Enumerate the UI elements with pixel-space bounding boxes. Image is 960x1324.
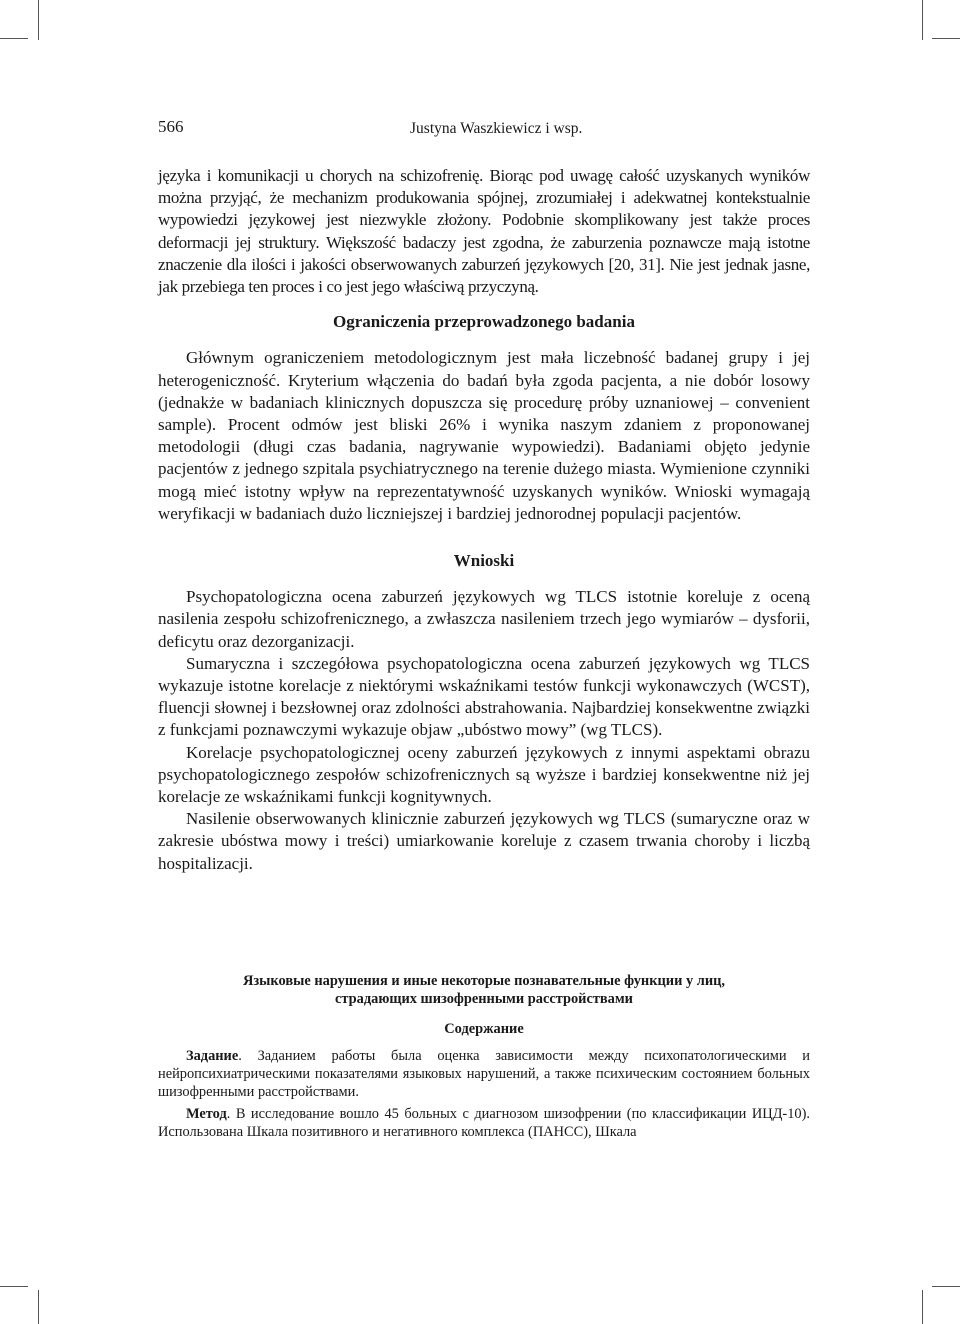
crop-mark-top-right-h [932, 38, 960, 39]
running-head: Justyna Waszkiewicz i wsp. [410, 120, 583, 137]
crop-mark-top-left-v [38, 0, 39, 40]
russian-title [158, 972, 810, 1008]
crop-mark-bottom-right-v [922, 1290, 923, 1324]
russian-summary-heading: Содержание [444, 1021, 524, 1037]
limitations-paragraph: Głównym ograniczeniem metodologicznym jest mała liczebność badanej grupy i jej heterogeniczność. Kryterium włączenia do badań była zgoda pacjenta, a nie dobór losowy (jednakże w badaniach klinicznych dopuszcza się procedurę próby uznaniowej – convenient sample). Procent odmów jest bliski 26% i wynika naszym zdaniem z proponowanej metodologii (długi czas badania, nagrywanie wypowiedzi). Badaniami objęto jedynie pacjentów z jednego szpitala psychiatrycznego na terenie dużego miasta. Wymienione czynniki mogą mieć istotny wpływ na reprezentatywność uzyskanych wyników. Wnioski wymagają weryfikacji w badaniach dużo liczniejszej i bardziej jednorodnej populacji pacjentów. [158, 348, 810, 523]
russian-aim-paragraph [158, 1047, 810, 1101]
crop-mark-top-left-h [0, 38, 28, 39]
conclusion-paragraph: Nasilenie obserwowanych klinicznie zaburzeń językowych wg TLCS (sumaryczne oraz w zakresie ubóstwa mowy i treści) umiarkowanie koreluje z czasem trwania choroby i liczbą hospitalizacji. [158, 809, 810, 873]
body-text [158, 165, 810, 875]
russian-method-paragraph [158, 1105, 810, 1141]
crop-mark-bottom-left-h [0, 1286, 28, 1287]
conclusion-paragraph: Korelacje psychopatologicznej oceny zaburzeń językowych z innymi aspektami obrazu psychopatologicznego zespołów schizofrenicznych są wyższe i bardziej konsekwentne niż jej korelacje ze wskaźnikami funkcji kognitywnych. [158, 742, 810, 807]
russian-title-line: страдающих шизофренными расстройствами [335, 991, 633, 1007]
intro-paragraph: języka i komunikacji u chorych na schizofrenię. Biorąc pod uwagę całość uzyskanych wyników można przyjąć, że mechanizm produkowania spójnej, zrozumiałej i adekwatnej kontekstualnie wypowiedzi językowej jest niezwykle złożony. Podobnie skomplikowany jest także proces deformacji jej struktury. Większość badaczy jest zgodna, że zaburzenia poznawcze mają istotne znaczenie dla ilości i jakości obserwowanych zaburzeń językowych [20, 31]. Nie jest jednak jasne, jak przebiega ten proces i co jest jego właściwą przyczyną. [158, 166, 810, 297]
conclusion-paragraph: Psychopatologiczna ocena zaburzeń językowych wg TLCS istotnie koreluje z oceną nasilenia zespołu schizofrenicznego, a zwłaszcza nasileniem trzech jego wymiarów – dysforii, deficytu oraz dezorganizacji. [158, 587, 810, 651]
crop-mark-top-right-v [922, 0, 923, 40]
limitations-heading: Ograniczenia przeprowadzonego badania [333, 312, 635, 332]
method-label: Метод [186, 1106, 227, 1122]
aim-text: . Заданием работы была оценка зависимости между психопатологическими и нейропсихиатрическими показателями языковых нарушений, а также психическим состоянием больных шизофренными расстройствами. [158, 1048, 810, 1100]
crop-mark-bottom-left-v [38, 1290, 39, 1324]
crop-mark-bottom-right-h [932, 1286, 960, 1287]
aim-label: Задание [186, 1048, 239, 1064]
conclusion-paragraph: Sumaryczna i szczegółowa psychopatologiczna ocena zaburzeń językowych wg TLCS wykazuje istotne korelacje z niektórymi wskaźnikami testów funkcji wykonawczych (WCST), fluencji słownej i bezsłownej oraz zdolności abstrahowania. Najbardziej konsekwentne związki z funkcjami poznawczymi wykazuje objaw „ubóstwo mowy” (wg TLCS). [158, 653, 810, 740]
method-text: . В исследование вошло 45 больных с диагнозом шизофрении (по классификации ИЦД-10). Использована Шкала позитивного и негативного комплекса (ПАНСС), Шкала [158, 1106, 810, 1140]
page-number: 566 [158, 117, 184, 136]
russian-summary [158, 972, 810, 1145]
conclusions-heading: Wnioski [453, 551, 515, 571]
russian-title-line: Языковые нарушения и иные некоторые познавательные функции у лиц, [242, 973, 725, 989]
